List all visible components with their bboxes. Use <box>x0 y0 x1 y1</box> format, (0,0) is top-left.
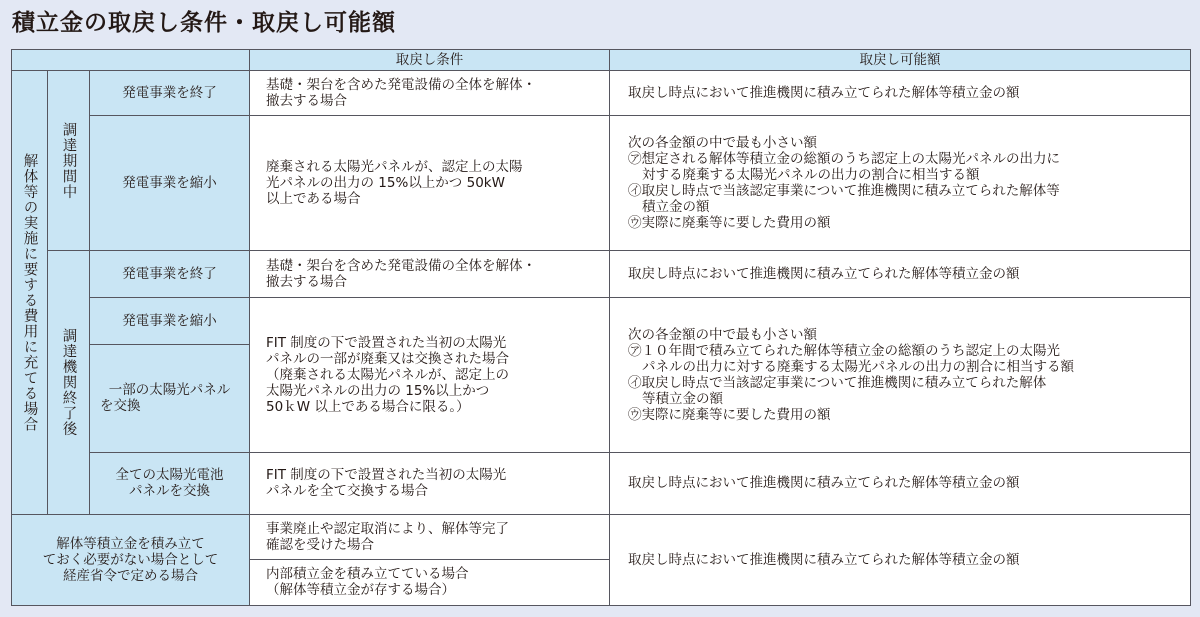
header-amount: 取戻し可能額 <box>610 50 1191 71</box>
left-group-label: 解体等の実施に要する費用に充てる場合 <box>21 153 38 433</box>
table-header-row <box>12 50 1191 71</box>
condition-line: FIT 制度の下で設置された当初の太陽光 <box>266 334 507 351</box>
amount-line: ㋒実際に廃棄等に要した費用の額 <box>628 214 831 231</box>
period-after-label: 調達機関終了後 <box>60 328 77 437</box>
condition-cell <box>250 71 610 115</box>
header-blank <box>12 50 250 71</box>
row-label-line: 経産省令で定める場合 <box>63 568 198 585</box>
condition-cell <box>250 452 610 515</box>
condition-line: 事業廃止や認定取消により、解体等完了 <box>266 520 510 537</box>
condition-cell <box>250 515 610 559</box>
amount-cell: 取戻し時点において推進機関に積み立てられた解体等積立金の額 <box>610 250 1191 297</box>
amount-cell: 取戻し時点において推進機関に積み立てられた解体等積立金の額 <box>610 515 1191 606</box>
row-label: 発電事業を縮小 <box>90 115 250 250</box>
condition-cell <box>250 559 610 605</box>
amount-line: ㋒実際に廃棄等に要した費用の額 <box>628 406 831 423</box>
row-label: 発電事業を終了 <box>90 250 250 297</box>
row-label <box>90 452 250 515</box>
condition-line: FIT 制度の下で設置された当初の太陽光 <box>266 467 507 484</box>
amount-cell <box>610 115 1191 250</box>
amount-cell: 取戻し時点において推進機関に積み立てられた解体等積立金の額 <box>610 71 1191 115</box>
condition-line: 基礎・架台を含めた発電設備の全体を解体・ <box>266 257 537 274</box>
table-row <box>12 298 1191 344</box>
table-row <box>12 71 1191 115</box>
condition-line: （解体等積立金が存する場合） <box>266 582 456 599</box>
condition-line: （廃棄される太陽光パネルが、認定上の <box>266 366 510 383</box>
condition-line: 基礎・架台を含めた発電設備の全体を解体・ <box>266 76 537 93</box>
amount-line: ㋑取戻し時点で当該認定事業について推進機関に積み立てられた解体等 <box>628 182 1060 199</box>
amount-line: ㋐１０年間で積み立てられた解体等積立金の総額のうち認定上の太陽光 <box>628 342 1061 359</box>
amount-line: ㋐想定される解体等積立金の総額のうち認定上の太陽光パネルの出力に <box>628 150 1061 167</box>
amount-cell: 取戻し時点において推進機関に積み立てられた解体等積立金の額 <box>610 452 1191 515</box>
row-label-line: 解体等積立金を積み立て <box>56 536 205 553</box>
row-label-line: ておく必要がない場合として <box>42 552 219 569</box>
condition-line: 光パネルの出力の 15%以上かつ 50kW <box>266 174 505 191</box>
row-label-line: を交換 <box>100 398 141 415</box>
amount-line: 次の各金額の中で最も小さい額 <box>628 134 818 151</box>
row-label: 発電事業を縮小 <box>90 298 250 344</box>
condition-cell <box>250 115 610 250</box>
amount-line: 次の各金額の中で最も小さい額 <box>628 326 818 343</box>
condition-line: パネルの一部が廃棄又は交換された場合 <box>266 350 510 367</box>
amount-line: 積立金の額 <box>642 198 710 215</box>
amount-line: 対する廃棄する太陽光パネルの出力の割合に相当する額 <box>642 166 980 183</box>
condition-line: 廃棄される太陽光パネルが、認定上の太陽 <box>266 158 523 175</box>
row-label-line: 一部の太陽光パネル <box>108 382 231 399</box>
condition-cell <box>250 298 610 452</box>
condition-line: 以上である場合 <box>266 190 361 207</box>
amount-line: パネルの出力に対する廃棄する太陽光パネルの出力の割合に相当する額 <box>642 358 1075 375</box>
row-label: 発電事業を終了 <box>90 71 250 115</box>
period-in-cell <box>48 71 90 251</box>
row-label <box>12 515 250 606</box>
condition-line: 確認を受けた場合 <box>266 536 375 553</box>
table-row <box>12 452 1191 515</box>
amount-line: ㋑取戻し時点で当該認定事業について推進機関に積み立てられた解体 <box>628 374 1047 391</box>
row-label-line: パネルを交換 <box>129 483 210 500</box>
table-row <box>12 515 1191 559</box>
page-title: 積立金の取戻し条件・取戻し可能額 <box>12 10 396 36</box>
condition-line: 内部積立金を積み立てている場合 <box>266 566 469 583</box>
condition-cell <box>250 250 610 297</box>
header-condition: 取戻し条件 <box>250 50 610 71</box>
condition-line: パネルを全て交換する場合 <box>266 483 429 500</box>
left-group-cell <box>12 71 48 515</box>
table-row <box>12 250 1191 297</box>
row-label-line: 全ての太陽光電池 <box>115 467 224 484</box>
period-after-cell <box>48 250 90 514</box>
table-row <box>12 115 1191 250</box>
period-in-label: 調達期間中 <box>60 121 77 200</box>
condition-line: 撤去する場合 <box>266 92 348 109</box>
row-label <box>90 344 250 452</box>
amount-cell <box>610 298 1191 452</box>
condition-line: 撤去する場合 <box>266 273 348 290</box>
condition-line: 50ｋW 以上である場合に限る。） <box>266 398 470 415</box>
condition-line: 太陽光パネルの出力の 15%以上かつ <box>266 382 490 399</box>
withdrawal-table <box>11 49 1191 606</box>
amount-line: 等積立金の額 <box>642 390 724 407</box>
